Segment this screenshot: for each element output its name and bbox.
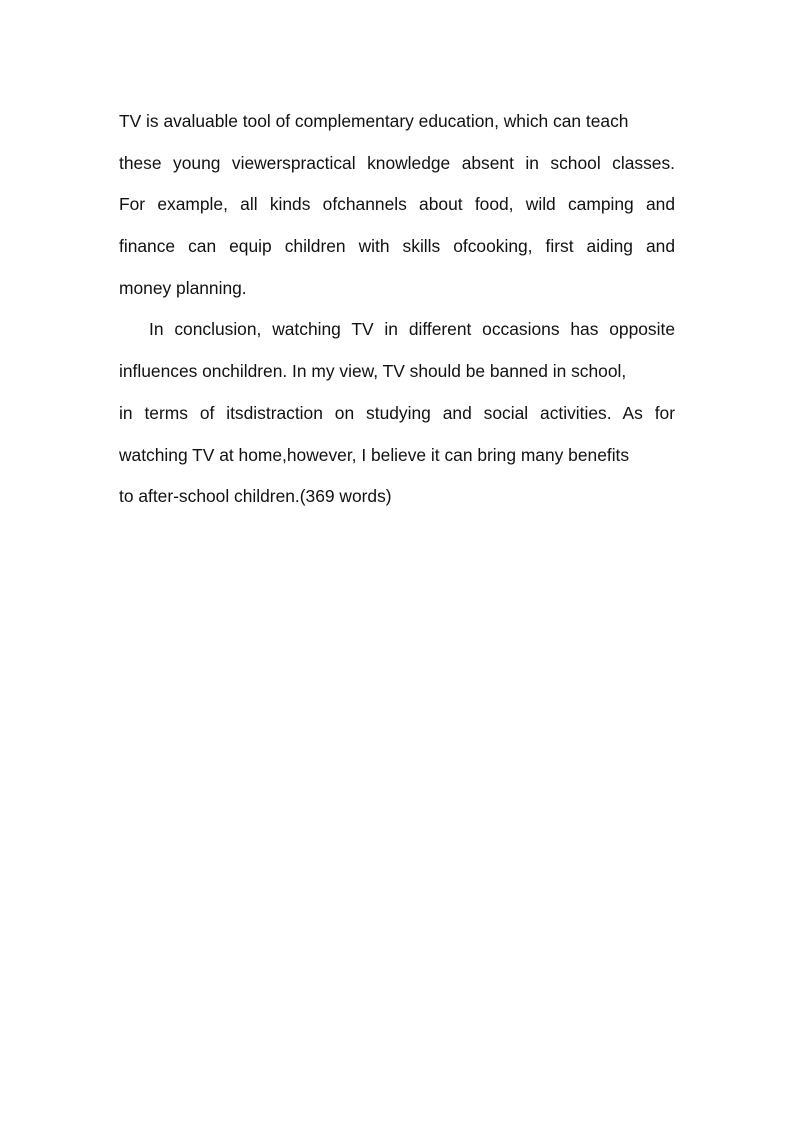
- text-line-1: TV is avaluable tool of complementary education, which can teach: [119, 111, 629, 131]
- text-line-10: to after-school children.(369 words): [119, 486, 392, 507]
- text-line-7: influences onchildren. In my view, TV should be banned in school,: [119, 361, 627, 382]
- essay-text: [119, 104, 675, 521]
- text-line-2: these young viewerspractical knowledge absent in school classes.: [119, 152, 675, 173]
- text-line-5: money planning.: [119, 277, 247, 298]
- text-line-6: In conclusion, watching TV in different occasions has opposite: [149, 319, 675, 340]
- text-line-9: watching TV at home,however, I believe it can bring many benefits: [119, 444, 630, 465]
- text-line-4: finance can equip children with skills ofcooking, first aiding and: [119, 236, 675, 257]
- text-line-3: For example, all kinds ofchannels about food, wild camping and: [119, 194, 675, 215]
- text-line-8: in terms of itsdistraction on studying and social activities. As for: [119, 402, 675, 423]
